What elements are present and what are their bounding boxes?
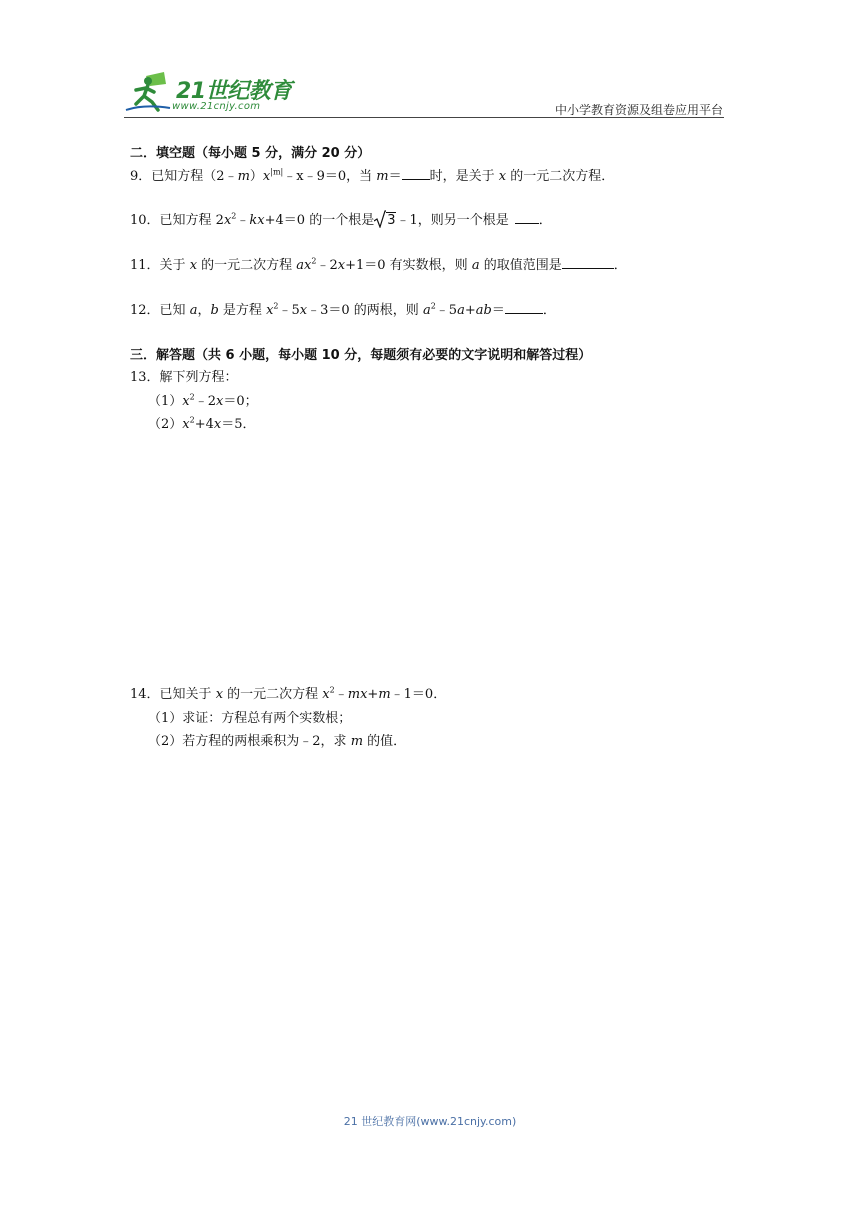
- question-12: 12．已知 a，b 是方程 $x^2﹣5x﹣3=0$ 的两根，则 $a^2﹣5a+ab=$ ．: [130, 301, 556, 318]
- question-14-part-2: （2）若方程的两根乘积为﹣2，求 m 的值．: [148, 734, 407, 749]
- answer-blank[interactable]: [402, 168, 430, 180]
- question-9: 9．已知方程$(2﹣m)x^{|m|}﹣x﹣9=0$，当 m＝ 时，是关于 x 的一元二次方程．: [130, 167, 615, 184]
- answer-blank[interactable]: [562, 257, 614, 269]
- question-number: 12．: [130, 303, 160, 318]
- question-10: 10．已知方程 $2x^2﹣kx+4=0$ 的一个根是 3﹣1，则另一个根是 ．: [130, 211, 552, 228]
- question-13-part-2: $(2)x^2+4x=5$．: [148, 415, 256, 432]
- site-logo[interactable]: [124, 70, 294, 120]
- logo-wordmark: 21世纪教育: [176, 79, 292, 104]
- question-14: 14．已知关于 x 的一元二次方程 $x^2﹣mx+m﹣1=0$．: [130, 685, 447, 702]
- question-number: 11．: [130, 258, 160, 273]
- answer-blank[interactable]: [505, 302, 543, 314]
- question-number: 10．: [130, 213, 160, 228]
- question-13: 13．解下列方程：: [130, 370, 238, 385]
- question-14-part-1: （1）求证：方程总有两个实数根；: [148, 711, 352, 726]
- question-13-part-1: $(1)x^2﹣2x=0$；: [148, 392, 258, 409]
- section-2-title: 二．填空题（每小题 5 分，满分 20 分）: [130, 146, 371, 161]
- runner-icon: [124, 70, 174, 114]
- question-number: 14．: [130, 687, 160, 702]
- answer-blank[interactable]: [515, 212, 539, 224]
- question-number: 9．: [130, 169, 152, 184]
- section-3-title: 三．解答题（共 6 小题，每小题 10 分，每题须有必要的文字说明和解答过程）: [130, 348, 592, 363]
- sqrt-expression: 3: [374, 210, 396, 228]
- logo-url: www.21cnjy.com: [172, 101, 261, 112]
- question-number: 13．: [130, 370, 160, 385]
- question-11: 11．关于 x 的一元二次方程 $ax^2﹣2x+1=0$ 有实数根，则 a 的取值范围是 ．: [130, 256, 627, 273]
- footer-link[interactable]: 21 世纪教育网(www.21cnjy.com): [343, 1115, 517, 1128]
- header-divider: [124, 117, 724, 118]
- platform-name: 中小学教育资源及组卷应用平台: [554, 103, 723, 117]
- radical-sign-icon: [374, 210, 386, 228]
